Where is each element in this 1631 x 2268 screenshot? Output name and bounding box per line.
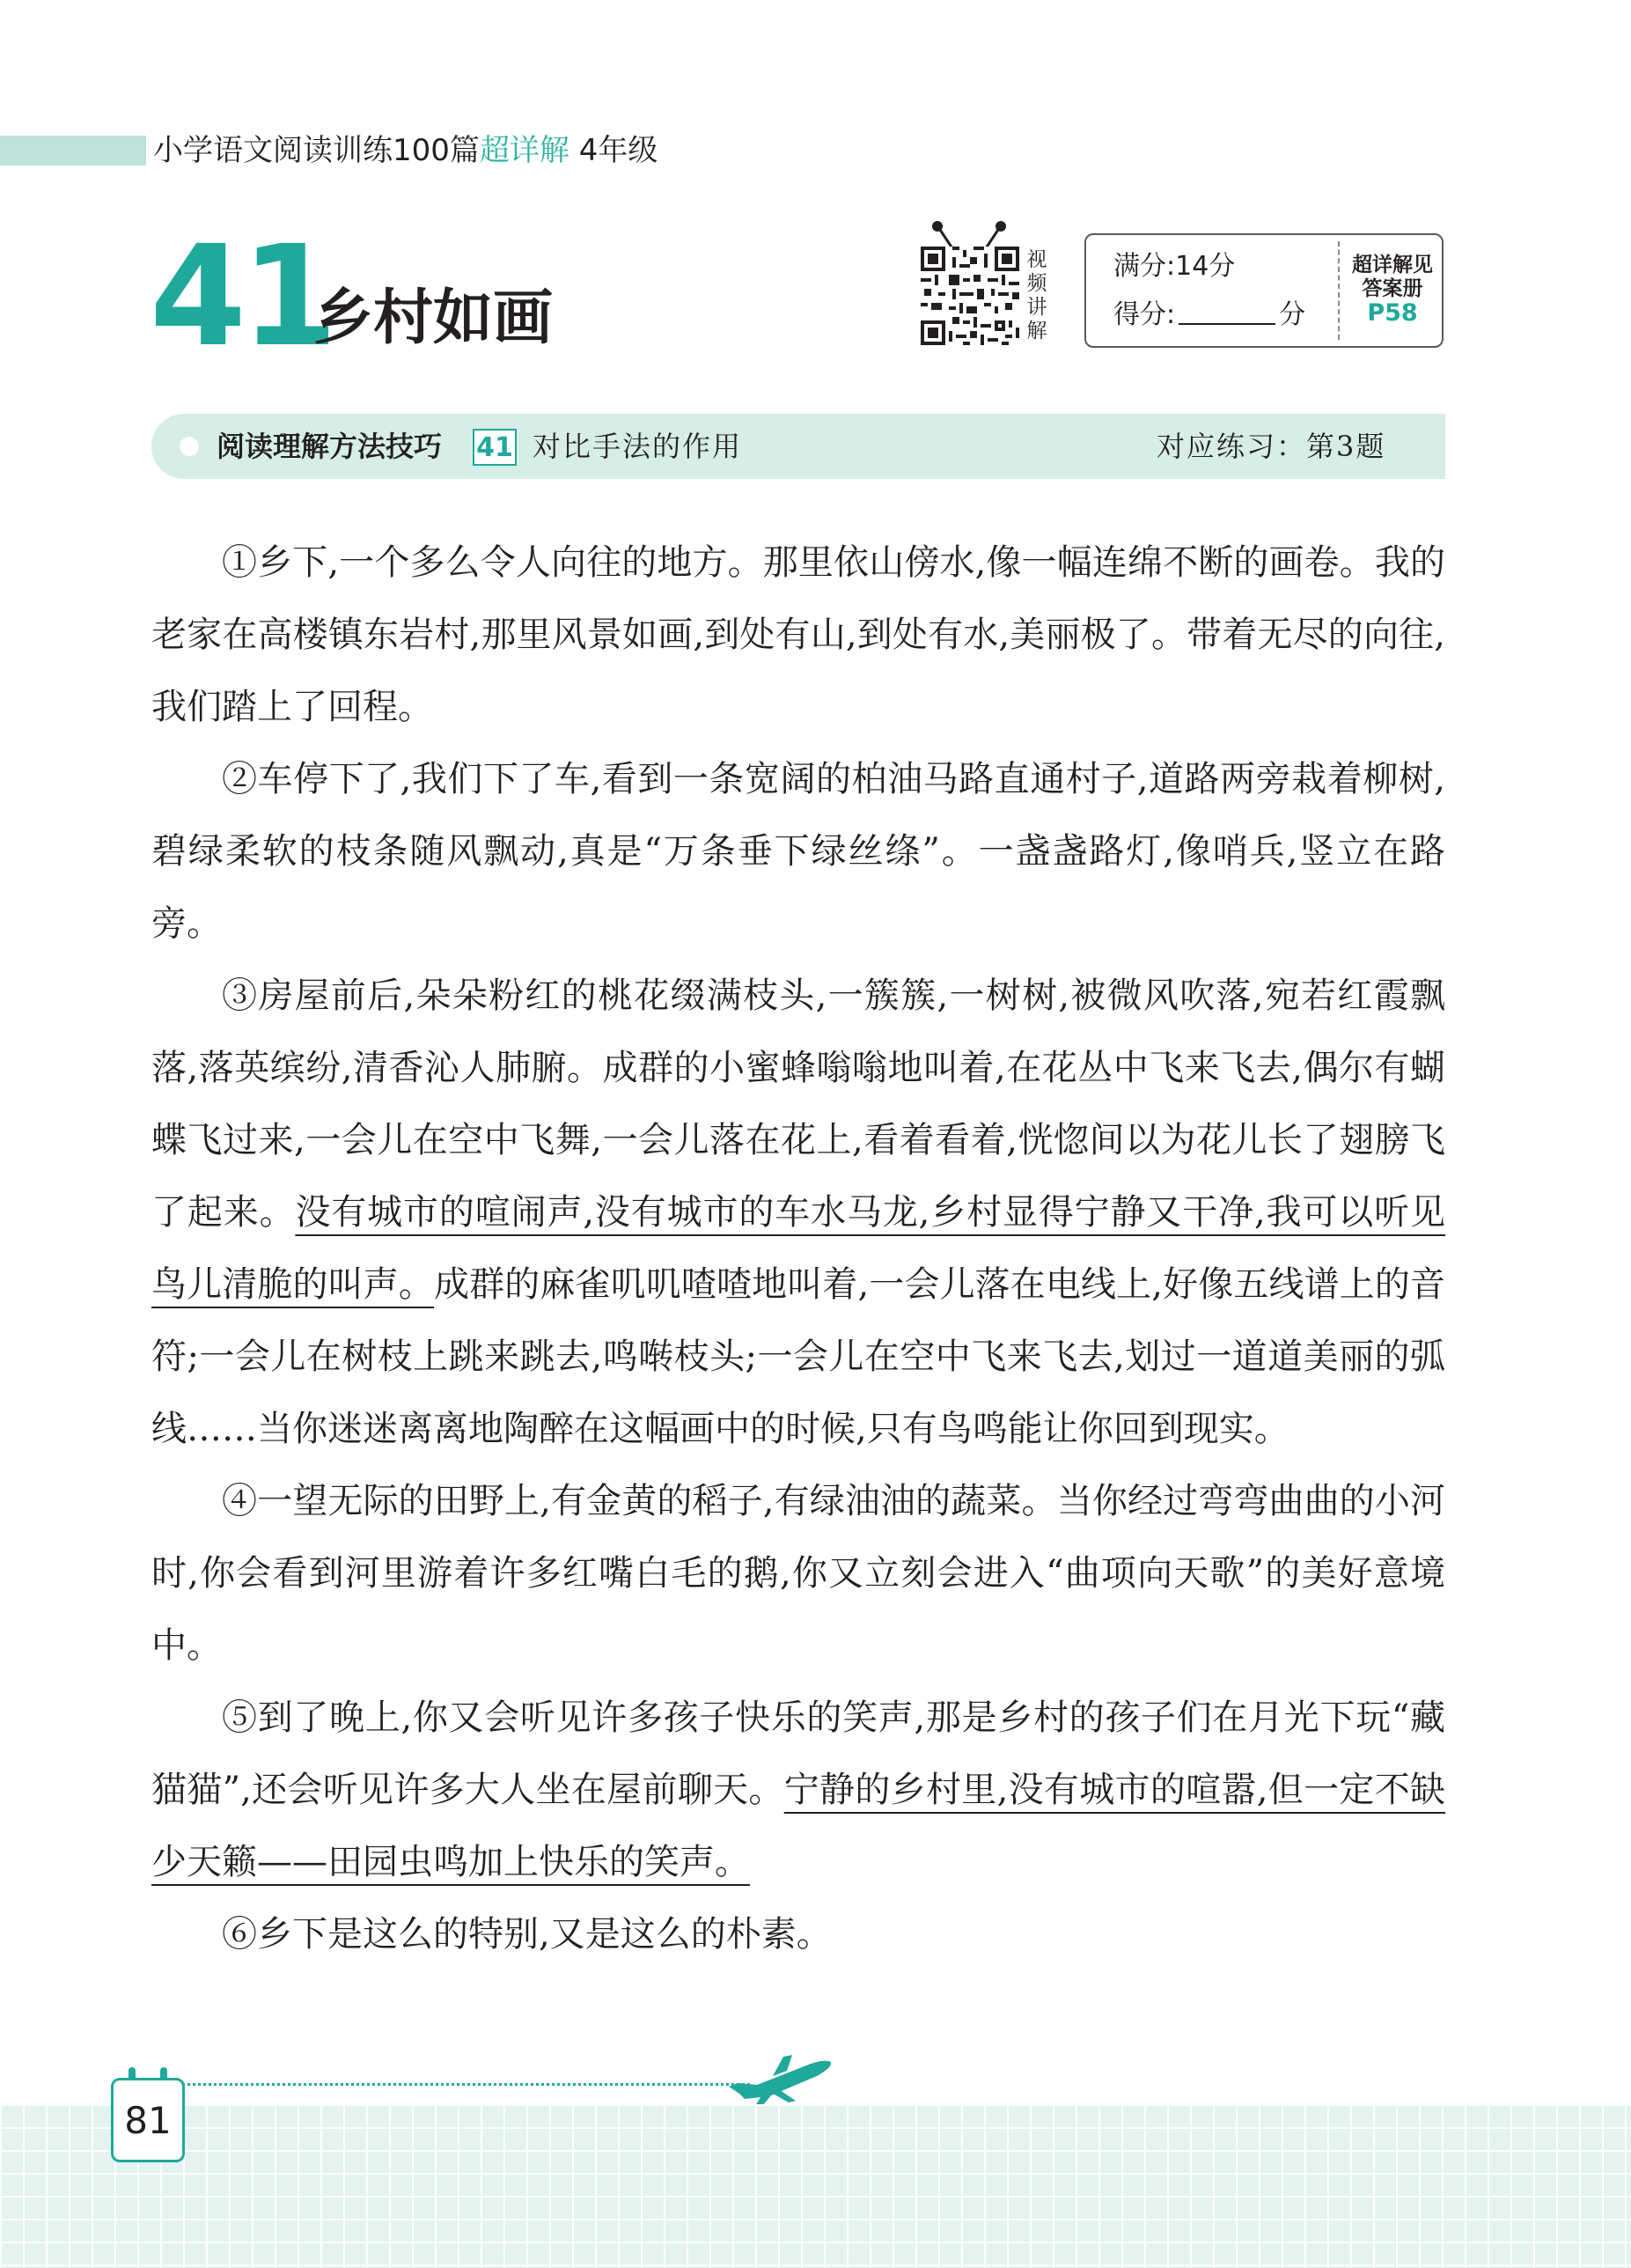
full-score: 满分:14分 (1113, 251, 1236, 282)
paragraph-1: ①乡下,一个多么令人向往的地方。那里依山傍水,像一幅连绵不断的画卷。我的老家在高楼镇东岩村,那里风景如画,到处有山,到处有水,美丽极了。带着无尽的向往,我们踏上了回程。 (151, 542, 1445, 727)
score-blank[interactable] (1179, 323, 1275, 325)
book-title: 小学语文阅读训练100篇超详解 4年级 (153, 133, 658, 168)
qr-caption-char: 频 (1026, 272, 1047, 295)
paragraph-text: 成群的麻雀叽叽喳喳地叫着,一会儿落在电线上,好像五线谱上的音符;一会儿在树枝上跳来跳去,鸣啭枝头;一会儿在空中飞来飞去,划过一道道美丽的弧线……当你迷迷离离地陶醉在这幅画中的时候,只有鸟鸣能让你回到现实。 (151, 1264, 1446, 1449)
lesson-title: 乡村如画 (313, 284, 554, 353)
qr-caption-char: 视 (1026, 248, 1047, 271)
lesson-number: 41 (150, 216, 333, 378)
dotted-divider (151, 2083, 750, 2086)
answer-reference (1341, 254, 1444, 325)
book-badge: 超详解 (479, 133, 569, 168)
paragraph-4: ④一望无际的田野上,有金黄的稻子,有绿油油的蔬菜。当你经过弯弯曲曲的小河时,你会看到河里游着许多红嘴白毛的鹅,你又立刻会进入“曲项向天歌”的美好意境中。 (151, 1481, 1445, 1666)
underlined-sentence: 没有城市的喧闹声,没有城市的车水马龙,乡村显得宁静又干净,我可以听见鸟儿清脆的叫声。 (151, 1192, 1445, 1305)
score-divider (1338, 241, 1340, 340)
answer-page: P58 (1367, 299, 1418, 327)
paragraph-5 (151, 1682, 1445, 1898)
method-topic: 对比手法的作用 (533, 430, 743, 463)
banner-dot-icon (180, 437, 199, 456)
paragraph-text: ③房屋前后,朵朵粉红的桃花缀满枝头,一簇簇,一树树,被微风吹落,宛若红霞飘落,落英缤纷,清香沁人肺腑。成群的小蜜蜂嗡嗡地叫着,在花丛中飞来飞去,偶尔有蝴蝶飞过来,一会儿在空中飞舞,一会儿落在花上,看着看着,恍惚间以为花儿长了翅膀飞了起来。 (151, 976, 1445, 1233)
score-field[interactable] (1113, 299, 1305, 331)
score-label: 得分: (1113, 299, 1176, 330)
grade-label: 4年级 (578, 133, 658, 168)
paragraph-6: ⑥乡下是这么的特别,又是这么的朴素。 (222, 1914, 832, 1955)
footer-grid (0, 2104, 1631, 2268)
airplane-icon (722, 2044, 836, 2108)
paragraph-3 (151, 960, 1445, 1465)
qr-caption-char: 讲 (1026, 296, 1047, 319)
page-number: 81 (124, 2099, 172, 2142)
paragraph-text: ⑤到了晚上,你又会听见许多孩子快乐的笑声,那是乡村的孩子们在月光下玩“藏猫猫”,还会听见许多大人坐在屋前聊天。 (151, 1697, 1445, 1810)
underlined-sentence: 宁静的乡村里,没有城市的喧嚣,但一定不缺少天籁——田园虫鸣加上快乐的笑声。 (151, 1770, 1445, 1882)
answer-ref-line: 超详解见 (1352, 254, 1433, 276)
qr-code-icon[interactable] (921, 247, 1019, 345)
qr-caption-char: 解 (1026, 320, 1047, 342)
reading-passage (151, 526, 1445, 1970)
method-number: 41 (473, 429, 517, 466)
practice-reference: 对应练习：第3题 (1157, 430, 1386, 463)
paragraph-2: ②车停下了,我们下了车,看到一条宽阔的柏油马路直通村子,道路两旁栽着柳树,碧绿柔软的枝条随风飘动,真是“万条垂下绿丝绦”。一盏盏路灯,像哨兵,竖立在路旁。 (151, 759, 1445, 944)
qr-caption (1024, 248, 1050, 343)
antenna-icon (929, 220, 1009, 250)
header-accent-bar (0, 136, 146, 166)
answer-ref-line: 答案册 (1362, 277, 1423, 300)
score-unit: 分 (1279, 299, 1306, 330)
method-label: 阅读理解方法技巧 (217, 430, 443, 463)
